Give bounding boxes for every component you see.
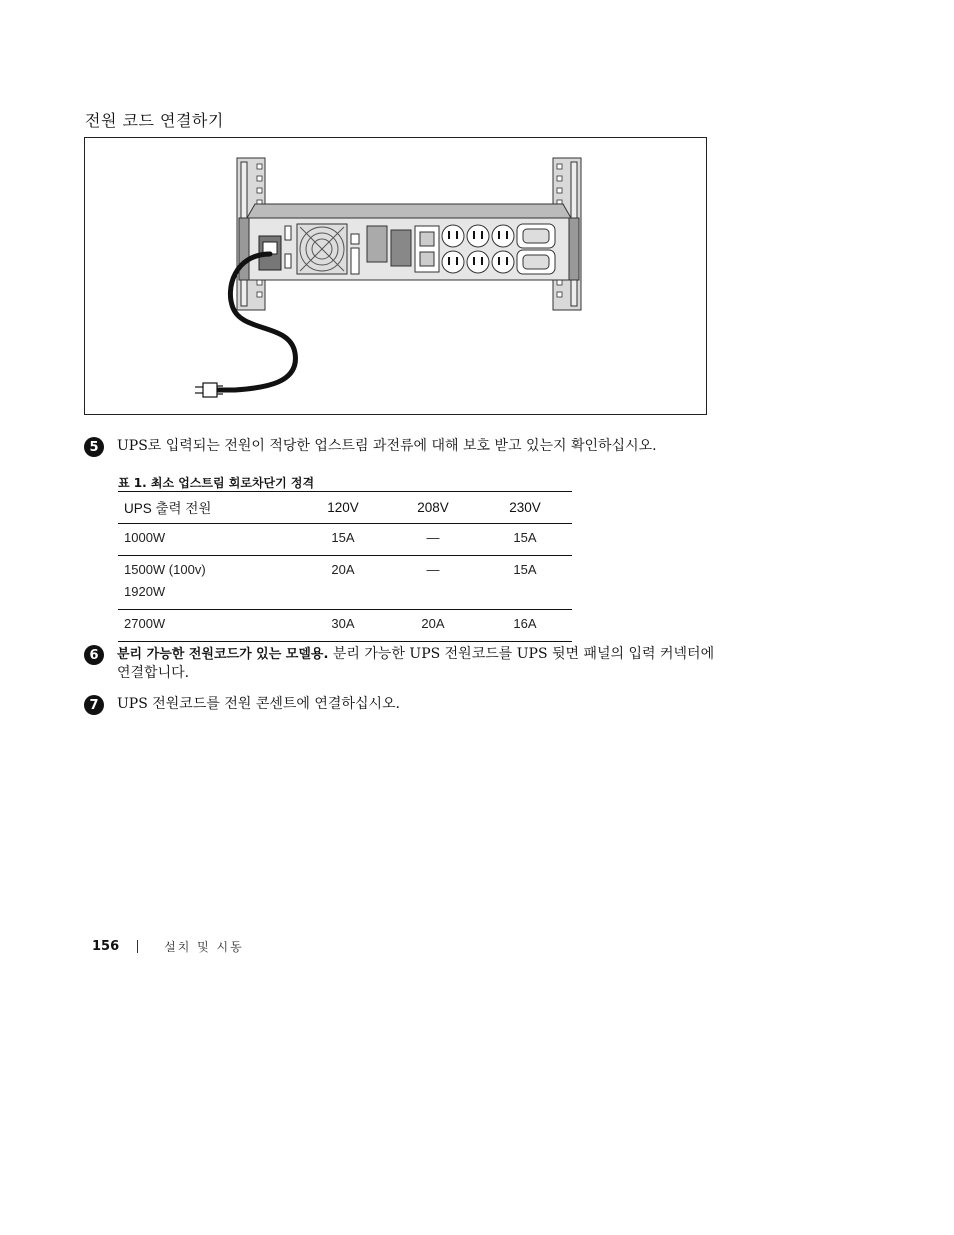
footer-divider <box>137 940 138 953</box>
table-cell: 20A <box>298 556 388 610</box>
step-bold-lead: 분리 가능한 전원코드가 있는 모델용. <box>117 647 329 662</box>
table-cell: 1500W (100v) 1920W <box>118 556 298 610</box>
step-text <box>117 645 727 682</box>
column-header: 230V <box>478 492 572 524</box>
table-cell: — <box>388 556 478 610</box>
step-text: UPS 전원코드를 전원 콘센트에 연결하십시오. <box>117 696 400 712</box>
table-cell: 16A <box>478 610 572 642</box>
step-7 <box>84 695 727 715</box>
step-number-badge: 5 <box>84 437 104 457</box>
chapter-title: 설치 및 시동 <box>164 940 244 954</box>
circuit-breaker-rating-table <box>118 491 572 642</box>
step-text: UPS로 입력되는 전원이 적당한 업스트림 과전류에 대해 보호 받고 있는지 확인하십시오. <box>117 438 657 454</box>
table-cell: 20A <box>388 610 478 642</box>
page-number: 156 <box>92 939 120 954</box>
table-cell: 30A <box>298 610 388 642</box>
table-cell: 15A <box>478 524 572 556</box>
table-cell: 15A <box>298 524 388 556</box>
ups-power-cord-illustration <box>84 137 707 415</box>
step-5 <box>84 437 727 457</box>
page-footer <box>92 938 244 955</box>
power-plug-icon <box>195 383 223 397</box>
table-cell: — <box>388 524 478 556</box>
table-caption: 표 1. 최소 업스트림 회로차단기 정격 <box>118 476 315 490</box>
table-header-row <box>118 492 572 524</box>
column-header: 120V <box>298 492 388 524</box>
table-row <box>118 556 572 610</box>
table-cell: 1000W <box>118 524 298 556</box>
step-number-badge: 7 <box>84 695 104 715</box>
step-body: 분리 가능한 UPS 전원코드를 UPS 뒷면 패널의 입력 커넥터에 연결합니다. <box>117 646 715 681</box>
table-row <box>118 524 572 556</box>
table-row <box>118 610 572 642</box>
step-number-badge: 6 <box>84 645 104 665</box>
table-cell: 2700W <box>118 610 298 642</box>
step-6 <box>84 645 727 682</box>
table-cell: 15A <box>478 556 572 610</box>
fan-grille <box>297 224 347 274</box>
section-title: 전원 코드 연결하기 <box>85 111 224 130</box>
column-header: UPS 출력 전원 <box>118 492 298 524</box>
column-header: 208V <box>388 492 478 524</box>
